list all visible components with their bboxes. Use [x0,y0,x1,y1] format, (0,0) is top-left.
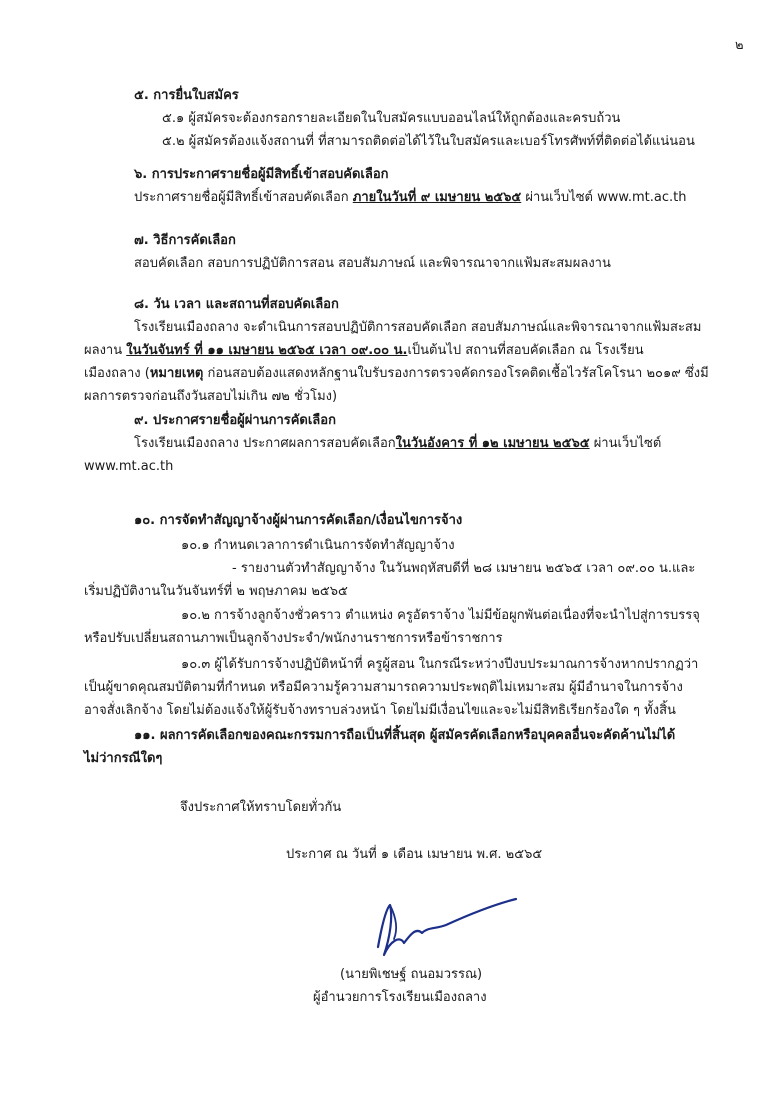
section-9-website: www.mt.ac.th [84,459,174,474]
section-9-heading: ๙. ประกาศรายชื่อผู้ผ่านการคัดเลือก [134,413,336,428]
section-8-line-3-pre: เมืองถลาง ( [84,366,150,381]
section-7-body: สอบคัดเลือก สอบการปฏิบัติการสอน สอบสัมภาษณ์ และพิจารณาจากแฟ้มสะสมผลงาน [134,256,611,271]
signature [360,895,520,965]
section-10-3-line-1: ๑๐.๓ ผู้ได้รับการจ้างปฏิบัติหน้าที่ ครูผู้สอน ในกรณีระหว่างปีงบประมาณการจ้างหากปรากฏว่า [181,657,699,672]
section-8-line-2 [84,343,644,359]
section-8-line-1: โรงเรียนเมืองถลาง จะดำเนินการสอบปฏิบัติการสอบคัดเลือก สอบสัมภาษณ์และพิจารณาจากแฟ้มสะสม [134,320,702,335]
section-10-3-line-3: อาจสั่งเลิกจ้าง โดยไม่ต้องแจ้งให้ผู้รับจ้างทราบล่วงหน้า โดยไม่มีเงื่อนไขและจะไม่มีสิทธิเรียกร้องใด ๆ ทั้งสิ้น [84,703,676,718]
page-number: ๒ [735,38,744,53]
section-10-3-line-2: เป็นผู้ขาดคุณสมบัติตามที่กำหนด หรือมีความรู้ความสามารถความประพฤติไม่เหมาะสม ผู้มีอำนาจในการจ้าง [84,680,683,695]
section-10-1-line-1: - รายงานตัวทำสัญญาจ้าง ในวันพฤหัสบดีที่ ๒๘ เมษายน ๒๕๖๕ เวลา ๐๙.๐๐ น.และ [232,561,696,576]
closing-announcement: จึงประกาศให้ทราบโดยทั่วกัน [180,800,342,815]
signer-title: ผู้อำนวยการโรงเรียนเมืองถลาง [313,990,487,1005]
section-10-1-line-2: เริ่มปฏิบัติงานในวันจันทร์ที่ ๒ พฤษภาคม ๒๕๖๕ [84,584,348,599]
section-10-1-title: ๑๐.๑ กำหนดเวลาการดำเนินการจัดทำสัญญาจ้าง [181,538,455,553]
section-6-date: ภายในวันที่ ๙ เมษายน ๒๕๖๕ [352,190,522,205]
section-10-2-line-2: หรือปรับเปลี่ยนสถานภาพเป็นลูกจ้างประจำ/พนักงานราชการหรือข้าราชการ [84,631,503,646]
section-6-body-post: ผ่านเว็บไซต์ www.mt.ac.th [521,190,687,205]
section-11-line-2: ไม่ว่ากรณีใดๆ [84,751,163,766]
section-10-2-line-1: ๑๐.๒ การจ้างลูกจ้างชั่วคราว ตำแหน่ง ครูอัตราจ้าง ไม่มีข้อผูกพันต่อเนื่องที่จะนำไปสู่การบรรจุ [181,608,700,623]
section-9-result-date: ในวันอังคาร ที่ ๑๒ เมษายน ๒๕๖๕ [395,436,590,451]
section-9-line-1-post: ผ่านเว็บไซต์ [589,436,662,451]
section-8-note-label: หมายเหตุ [149,366,204,381]
section-10-heading: ๑๐. การจัดทำสัญญาจ้างผู้ผ่านการคัดเลือก/เงื่อนไขการจ้าง [134,513,463,528]
announcement-date: ประกาศ ณ วันที่ ๑ เดือน เมษายน พ.ศ. ๒๕๖๕ [286,847,543,862]
signer-name: (นายพิเชษฐ์ ถนอมวรรณ) [340,967,483,982]
section-7-heading: ๗. วิธีการคัดเลือก [134,233,236,248]
section-8-line-2-pre: ผลงาน [84,343,127,358]
section-6-body-pre: ประกาศรายชื่อผู้มีสิทธิ์เข้าสอบคัดเลือก [134,190,353,205]
section-8-heading: ๘. วัน เวลา และสถานที่สอบคัดเลือก [134,297,339,312]
section-5-heading: ๕. การยื่นใบสมัคร [134,88,239,103]
section-5-item-2: ๕.๒ ผู้สมัครต้องแจ้งสถานที่ ที่สามารถติดต่อได้ไว้ในใบสมัครและเบอร์โทรศัพท์ที่ติดต่อได้แน่นอน [162,134,695,149]
section-8-exam-date: ในวันจันทร์ ที่ ๑๑ เมษายน ๒๕๖๕ เวลา ๐๙.๐๐ น. [126,343,408,358]
section-6-heading: ๖. การประกาศรายชื่อผู้มีสิทธิ์เข้าสอบคัดเลือก [134,167,389,182]
section-8-line-3 [84,366,709,382]
section-9-line-1 [134,436,661,452]
section-11-line-1: ๑๑. ผลการคัดเลือกของคณะกรรมการถือเป็นที่สิ้นสุด ผู้สมัครคัดเลือกหรือบุคคลอื่นจะคัดค้านไม่ได้ [134,728,676,743]
section-8-line-2-post: เป็นต้นไป สถานที่สอบคัดเลือก ณ โรงเรียน [407,343,644,358]
section-8-line-3-post: ก่อนสอบต้องแสดงหลักฐานใบรับรองการตรวจคัดกรองโรคติดเชื้อไวรัสโคโรนา ๒๐๑๙ ซึ่งมี [203,366,709,381]
section-6-body [134,190,686,206]
section-5-item-1: ๕.๑ ผู้สมัครจะต้องกรอกรายละเอียดในใบสมัครแบบออนไลน์ให้ถูกต้องและครบถ้วน [162,111,621,126]
section-9-line-1-pre: โรงเรียนเมืองถลาง ประกาศผลการสอบคัดเลือก [134,436,396,451]
section-8-line-4: ผลการตรวจก่อนถึงวันสอบไม่เกิน ๗๒ ชั่วโมง) [84,389,338,404]
